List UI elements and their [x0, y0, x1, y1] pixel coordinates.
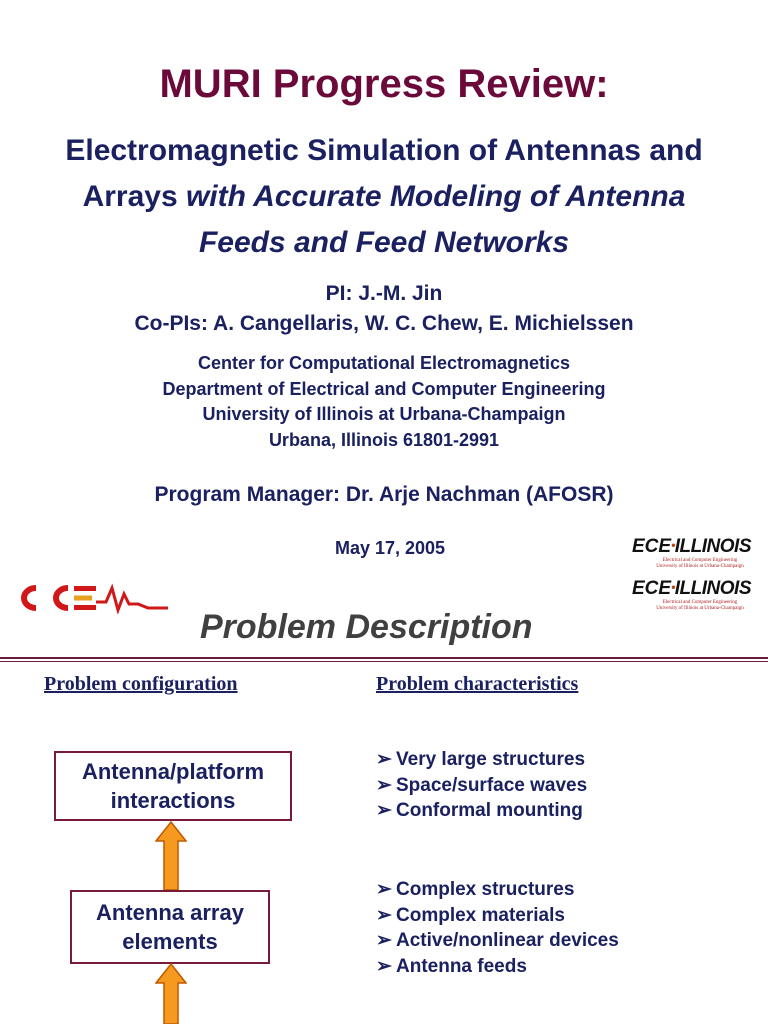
antenna-platform-line-2: interactions	[110, 788, 236, 813]
subtitle-line-2-plain: Arrays	[82, 180, 186, 213]
ece-illinois-wordmark-2: ECE•ILLINOIS	[632, 578, 752, 599]
list-item: ➢ Antenna feeds	[376, 954, 619, 980]
arrow-bullet-icon: ➢	[376, 879, 392, 900]
up-arrow-icon	[155, 821, 187, 896]
list-item: ➢ Conformal mounting	[376, 798, 587, 824]
co-principal-investigators: Co-PIs: A. Cangellaris, W. C. Chew, E. Michielssen	[134, 312, 634, 335]
arrow-bullet-icon: ➢	[376, 955, 392, 977]
arrow-bullet-icon: ➢	[376, 774, 392, 796]
program-manager: Program Manager: Dr. Arje Nachman (AFOSR)	[154, 483, 614, 506]
antenna-array-line-2: elements	[122, 929, 218, 954]
up-arrow-icon-2	[155, 963, 187, 1024]
problem-description-title: Problem Description	[200, 608, 533, 646]
title-divider	[0, 657, 768, 659]
antenna-platform-box	[54, 751, 292, 821]
subtitle-line-2-italic: with Accurate Modeling of Antenna	[185, 180, 686, 213]
arrow-bullet-icon: ➢	[376, 904, 392, 926]
affiliation-city: Urbana, Illinois 61801-2991	[268, 430, 500, 450]
ece-illinois-subtext-1: Electrical and Computer Engineering	[662, 558, 738, 563]
title-divider-thin	[0, 661, 768, 662]
antenna-array-elements-box	[70, 890, 270, 964]
antenna-array-line-1: Antenna array	[96, 900, 244, 925]
ece-illinois-subtext-4: University of Illinois at Urbana-Champaign	[656, 606, 744, 611]
principal-investigator: PI: J.-M. Jin	[325, 282, 443, 305]
ccem-logo-graphic	[8, 582, 170, 614]
arrow-bullet-icon: ➢	[376, 749, 392, 770]
list-item: ➢ Complex structures	[376, 877, 619, 903]
list-item: ➢ Active/nonlinear devices	[376, 928, 619, 954]
main-title: MURI Progress Review:	[159, 62, 609, 106]
subtitle-line-2	[0, 174, 768, 220]
list-item: ➢ Space/surface waves	[376, 773, 587, 799]
ece-illinois-subtext-3: Electrical and Computer Engineering	[662, 600, 738, 605]
problem-characteristics-heading: Problem characteristics	[376, 673, 579, 695]
affiliation-university: University of Illinois at Urbana-Champaign	[202, 404, 566, 424]
affiliation-department: Department of Electrical and Computer Engineering	[162, 379, 606, 399]
presentation-date: May 17, 2005	[334, 538, 446, 558]
ece-illinois-subtext-2: University of Illinois at Urbana-Champaign	[656, 564, 744, 569]
affiliation-center: Center for Computational Electromagnetics	[197, 353, 571, 373]
arrow-bullet-icon: ➢	[376, 930, 392, 951]
subtitle-line-1: Electromagnetic Simulation of Antennas and	[65, 134, 703, 167]
list-item: ➢ Very large structures	[376, 747, 587, 773]
ccem-logo	[8, 582, 170, 619]
ece-illinois-logo	[632, 536, 768, 570]
problem-configuration-heading: Problem configuration	[44, 673, 238, 695]
arrow-bullet-icon: ➢	[376, 800, 392, 821]
subtitle-line-3	[0, 220, 768, 266]
characteristics-list-1	[376, 747, 587, 824]
subtitle-line-3-italic: Feeds and Feed Networks	[198, 226, 570, 259]
subtitle	[0, 128, 768, 266]
characteristics-list-2	[376, 877, 619, 979]
ece-illinois-wordmark: ECE•ILLINOIS	[632, 536, 752, 557]
antenna-platform-line-1: Antenna/platform	[81, 759, 265, 784]
ece-illinois-logo-2	[632, 578, 768, 612]
list-item: ➢ Complex materials	[376, 903, 619, 929]
